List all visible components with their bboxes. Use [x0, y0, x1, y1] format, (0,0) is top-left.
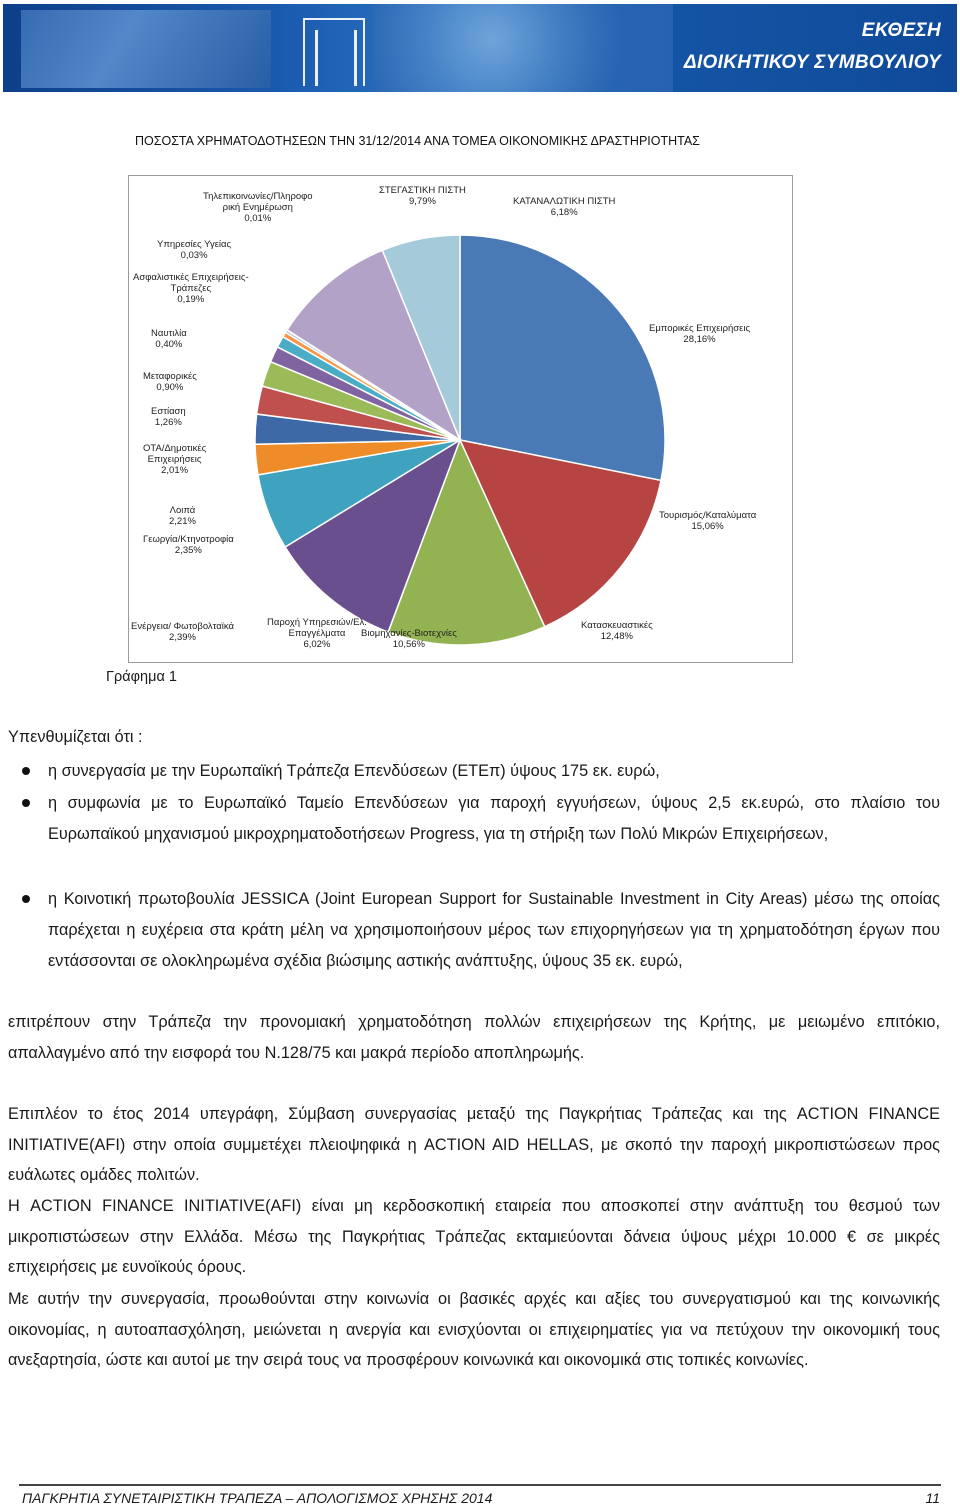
label-shipping: Ναυτιλία 0,40%: [151, 328, 187, 350]
bank-logo: [303, 18, 365, 86]
report-title-line2: ΔΙΟΙΚΗΤΙΚΟΥ ΣΥΜΒΟΥΛΙΟΥ: [683, 52, 941, 73]
paragraph-afi-benefits: Με αυτήν την συνεργασία, προωθούνται στην κοινωνία οι βασικές αρχές και αξίες του συνεργατισμού και της κοινωνικής οικονομίας, η αυτοαπασχόληση, μειώνεται η ανεργία και ενισχύονται οι επιχειρηματίες για να πετύχουν την οικονομική τους ανεξαρτησία, ώστε και αυτοί με την σειρά τους να προσφέρουν κοινωνικά και οικονομικά στις τοπικές κοινωνίες.: [8, 1290, 940, 1370]
paragraph-afi-description: Η ACTION FINANCE INITIATIVE(AFI) είναι μη κερδοσκοπική εταιρεία που αποσκοπεί στην ανάπτυξη του θεσμού των μικροπιστώσεων στην Ελλάδα. Μέσω της Παγκρήτιας Τράπεζας εκταμιεύονται δάνεια ύψους μέχρι 10.000 € σε μικρές επιχειρήσεις με ευνοϊκούς όρους.: [8, 1197, 940, 1277]
label-commercial: Εμπορικές Επιχειρήσεις 28,16%: [649, 323, 751, 345]
chart-title: ΠΟΣΟΣΤΑ ΧΡΗΜΑΤΟΔΟΤΗΣΕΩΝ ΤΗΝ 31/12/2014 ΑΝΑ ΤΟΜΕΑ ΟΙΚΟΝΟΜΙΚΗΣ ΔΡΑΣΤΗΡΙΟΤΗΤΑΣ: [135, 134, 700, 148]
chart-caption: Γράφημα 1: [106, 669, 177, 685]
pie-slice-0: [460, 235, 665, 480]
bullet-eib: η συνεργασία με την Ευρωπαϊκή Τράπεζα Επενδύσεων (ΕΤΕπ) ύψους 175 εκ. ευρώ,: [48, 762, 660, 780]
label-telecom: Τηλεπικοινωνίες/Πληροφο ρική Ενημέρωση 0,01%: [203, 191, 313, 224]
footer-text: ΠΑΓΚΡΗΤΙΑ ΣΥΝΕΤΑΙΡΙΣΤΙΚΗ ΤΡΑΠΕΖΑ – ΑΠΟΛΟΓΙΣΜΟΣ ΧΡΗΣΗΣ 2014: [22, 1490, 493, 1506]
paragraph-financing: επιτρέπουν στην Τράπεζα την προνομιακή χρηματοδότηση πολλών επιχειρήσεων της Κρήτης, με μειωμένο επιτόκιο, απαλλαγμένο από την εισφορά του Ν.128/75 και μακρά περίοδο αποπληρωμής.: [8, 1013, 940, 1062]
report-title-line1: ΕΚΘΕΣΗ: [861, 20, 941, 41]
label-municipal: ΟΤΑ/Δημοτικές Επιχειρήσεις 2,01%: [143, 443, 207, 476]
pie-chart: [128, 175, 793, 663]
header-photo-left: [21, 10, 271, 88]
label-energy: Ενέργεια/ Φωτοβολταϊκά 2,39%: [131, 621, 235, 643]
bullet-jessica: η Κοινοτική πρωτοβουλία JESSICA (Joint European Support for Sustainable Investment in City Areas) μέσω της οποίας παρέχεται η ευχέρεια στα κράτη μέλη να χρησιμοποιήσουν μέρος των επιχορηγήσεων για τη χρηματοδότηση έργων που εντάσσονται σε ολοκληρωμένα σχέδια βιώσιμης αστικής ανάπτυξης, ύψους 35 εκ. ευρώ,: [48, 890, 940, 970]
paragraph-afi-agreement: Επιπλέον το έτος 2014 υπεγράφη, Σύμβαση συνεργασίας μεταξύ της Παγκρήτιας Τράπεζας και της ACTION FINANCE INITIATIVE(AFI) στην οποία συμμετέχει πλειοψηφικά η ACTION AID HELLAS, με σκοπό την παροχή μικροπιστώσεων προς ευάλωτες ομάδες πολιτών.: [8, 1105, 940, 1185]
label-insurance: Ασφαλιστικές Επιχειρήσεις- Τράπεζες 0,19%: [133, 272, 249, 305]
label-services: Παροχή Υπηρεσιών/Ελ. Επαγγέλματα 6,02%: [267, 617, 367, 650]
label-catering: Εστίαση 1,26%: [151, 406, 186, 428]
report-header-banner: [3, 4, 957, 92]
label-industry: Βιομηχανίες-Βιοτεχνίες 10,56%: [361, 628, 457, 650]
bullet-dot: [22, 895, 30, 903]
bullet-dot: [22, 799, 30, 807]
label-consumer: ΚΑΤΑΝΑΛΩΤΙΚΗ ΠΙΣΤΗ 6,18%: [513, 196, 616, 218]
label-agriculture: Γεωργία/Κτηνοτροφία 2,35%: [143, 534, 234, 556]
footer-divider: [19, 1484, 941, 1486]
label-construction: Κατασκευαστικές 12,48%: [581, 620, 653, 642]
bullet-dot: [22, 767, 30, 775]
reminder-intro: Υπενθυμίζεται ότι :: [8, 728, 143, 746]
bullet-eif: η συμφωνία με το Ευρωπαϊκό Ταμείο Επενδύσεων για παροχή εγγυήσεων, ύψους 2,5 εκ.ευρώ, στο πλαίσιο του Ευρωπαϊκού μηχανισμού μικροχρηματοδοτήσεων Progress, για τη στήριξη των Πολύ Μικρών Επιχειρήσεων,: [48, 794, 940, 843]
label-health: Υπηρεσίες Υγείας 0,03%: [157, 239, 232, 261]
label-tourism: Τουρισμός/Καταλύματα 15,06%: [659, 510, 757, 532]
label-housing: ΣΤΕΓΑΣΤΙΚΗ ΠΙΣΤΗ 9,79%: [379, 185, 466, 207]
label-transport: Μεταφορικές 0,90%: [143, 371, 197, 393]
page-number: 11: [925, 1490, 940, 1506]
header-photo-right: [373, 4, 673, 92]
label-other: Λοιπά 2,21%: [169, 505, 196, 527]
